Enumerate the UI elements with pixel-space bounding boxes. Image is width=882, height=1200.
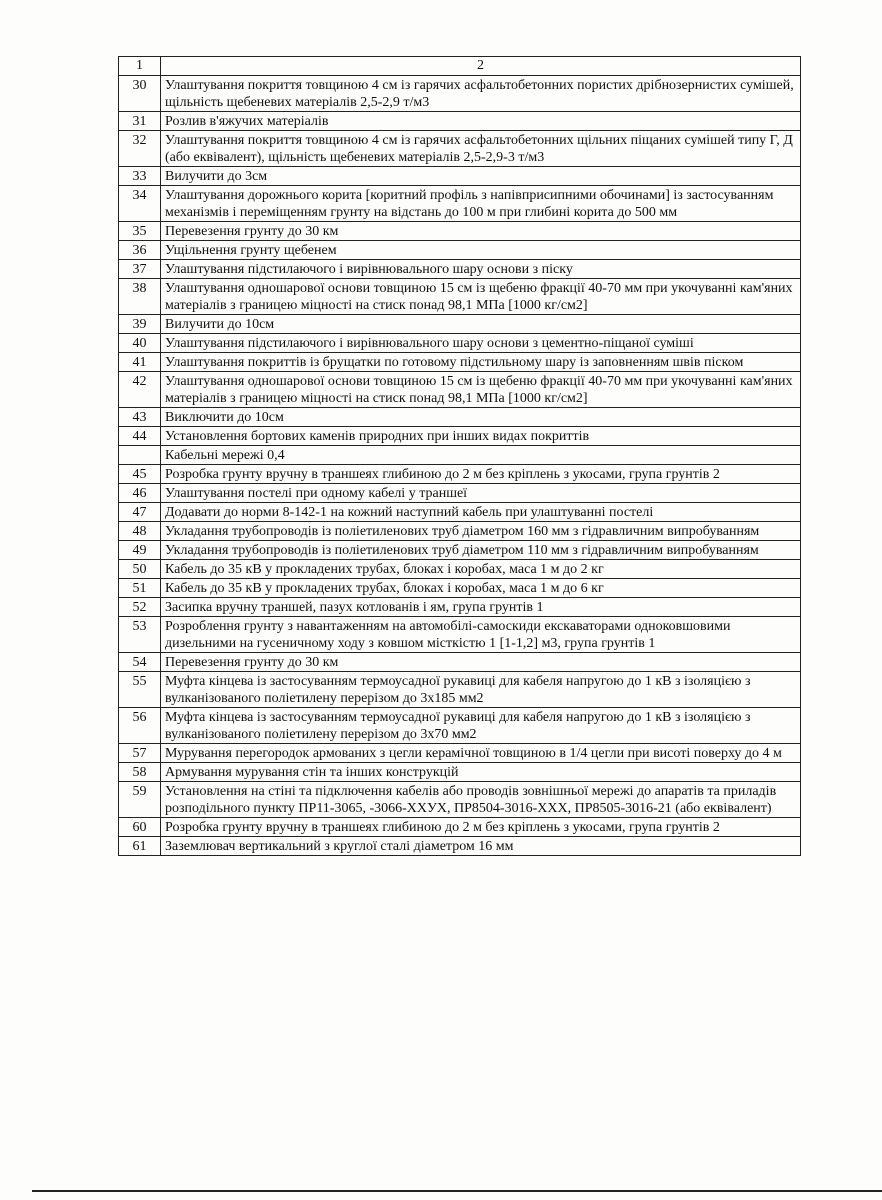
row-number: 32 xyxy=(119,131,161,167)
table-row xyxy=(119,76,801,112)
row-number: 41 xyxy=(119,353,161,372)
row-description: Улаштування підстилаючого і вирівнювального шару основи з піску xyxy=(161,260,801,279)
row-number: 37 xyxy=(119,260,161,279)
row-description: Улаштування покриття товщиною 4 см із гарячих асфальтобетонних щільних піщаних сумішей типу Г, Д (або еквівалент), щільність щебеневих матеріалів 2,5-2,9-3 т/м3 xyxy=(161,131,801,167)
table-row xyxy=(119,186,801,222)
table-row xyxy=(119,408,801,427)
row-description: Установлення бортових каменів природних при інших видах покриттів xyxy=(161,427,801,446)
row-description: Армування мурування стін та інших конструкцій xyxy=(161,763,801,782)
table-row xyxy=(119,560,801,579)
row-description: Додавати до норми 8-142-1 на кожний наступний кабель при улаштуванні постелі xyxy=(161,503,801,522)
table-row xyxy=(119,465,801,484)
table-row xyxy=(119,763,801,782)
row-number: 44 xyxy=(119,427,161,446)
row-number: 48 xyxy=(119,522,161,541)
row-description: Розроблення грунту з навантаженням на автомобілі-самоскиди екскаваторами одноковшовими дизельними на гусеничному ходу з ковшом місткістю 1 [1-1,2] м3, група грунтів 1 xyxy=(161,617,801,653)
table-row xyxy=(119,782,801,818)
table-row xyxy=(119,837,801,856)
row-number: 59 xyxy=(119,782,161,818)
table-row xyxy=(119,653,801,672)
table-row xyxy=(119,334,801,353)
row-number: 36 xyxy=(119,241,161,260)
table-row xyxy=(119,222,801,241)
table-row xyxy=(119,744,801,763)
table-row xyxy=(119,818,801,837)
work-items-table xyxy=(118,56,801,856)
table-row xyxy=(119,372,801,408)
row-description: Улаштування покриттів із брущатки по готовому підстильному шару із заповненням швів піском xyxy=(161,353,801,372)
row-number: 52 xyxy=(119,598,161,617)
row-description: Виключити до 10см xyxy=(161,408,801,427)
row-description: Кабель до 35 кВ у прокладених трубах, блоках і коробах, маса 1 м до 2 кг xyxy=(161,560,801,579)
row-description: Муфта кінцева із застосуванням термоусадної рукавиці для кабеля напругою до 1 кВ з ізоляцією з вулканізованого поліетилену перерізом до 3х185 мм2 xyxy=(161,672,801,708)
row-description: Ущільнення грунту щебенем xyxy=(161,241,801,260)
row-description: Установлення на стіні та підключення кабелів або проводів зовнішньої мережі до апаратів та приладів розподільного пункту ПР11-3065, -3066-ХХУХ, ПР8504-3016-ХХХ, ПР8505-3016-21 (або еквівалент) xyxy=(161,782,801,818)
row-number: 53 xyxy=(119,617,161,653)
table-row xyxy=(119,446,801,465)
row-description: Улаштування постелі при одному кабелі у траншеї xyxy=(161,484,801,503)
table-row xyxy=(119,427,801,446)
row-description: Улаштування одношарової основи товщиною 15 см із щебеню фракції 40-70 мм при укочуванні кам'яних матеріалів з границею міцності на стиск понад 98,1 МПа [1000 кг/см2] xyxy=(161,279,801,315)
row-description: Розробка грунту вручну в траншеях глибиною до 2 м без кріплень з укосами, група грунтів 2 xyxy=(161,465,801,484)
row-number: 54 xyxy=(119,653,161,672)
row-description: Заземлювач вертикальний з круглої сталі діаметром 16 мм xyxy=(161,837,801,856)
row-description: Перевезення грунту до 30 км xyxy=(161,222,801,241)
table-row xyxy=(119,503,801,522)
table-row xyxy=(119,167,801,186)
row-number: 42 xyxy=(119,372,161,408)
row-number: 31 xyxy=(119,112,161,131)
row-number: 55 xyxy=(119,672,161,708)
row-number: 47 xyxy=(119,503,161,522)
row-number: 50 xyxy=(119,560,161,579)
row-number: 35 xyxy=(119,222,161,241)
table-row xyxy=(119,672,801,708)
table-row xyxy=(119,112,801,131)
row-number: 46 xyxy=(119,484,161,503)
row-description: Кабельні мережі 0,4 xyxy=(161,446,801,465)
row-description: Перевезення грунту до 30 км xyxy=(161,653,801,672)
row-description: Улаштування дорожнього корита [коритний профіль з напівприсипними обочинами] із застосуванням механізмів і переміщенням грунту на відстань до 100 м при глибині корита до 500 мм xyxy=(161,186,801,222)
table-row xyxy=(119,279,801,315)
table-row xyxy=(119,598,801,617)
row-number: 38 xyxy=(119,279,161,315)
row-number: 61 xyxy=(119,837,161,856)
page-bottom-rule xyxy=(32,1190,882,1192)
row-description: Укладання трубопроводів із поліетиленових труб діаметром 160 мм з гідравличним випробуванням xyxy=(161,522,801,541)
table-row xyxy=(119,617,801,653)
table-row xyxy=(119,260,801,279)
row-description: Засипка вручну траншей, пазух котлованів і ям, група грунтів 1 xyxy=(161,598,801,617)
table-row xyxy=(119,522,801,541)
table-row xyxy=(119,241,801,260)
row-number: 33 xyxy=(119,167,161,186)
row-description: Вилучити до 3см xyxy=(161,167,801,186)
row-description: Кабель до 35 кВ у прокладених трубах, блоках і коробах, маса 1 м до 6 кг xyxy=(161,579,801,598)
row-description: Розлив в'яжучих матеріалів xyxy=(161,112,801,131)
row-description: Улаштування покриття товщиною 4 см із гарячих асфальтобетонних пористих дрібнозернистих сумішей, щільність щебеневих матеріалів 2,5-2,9 т/м3 xyxy=(161,76,801,112)
table-header-row xyxy=(119,57,801,76)
row-number: 58 xyxy=(119,763,161,782)
row-number: 30 xyxy=(119,76,161,112)
row-number: 60 xyxy=(119,818,161,837)
row-number: 34 xyxy=(119,186,161,222)
table-row xyxy=(119,131,801,167)
row-number: 57 xyxy=(119,744,161,763)
row-number xyxy=(119,446,161,465)
row-number: 39 xyxy=(119,315,161,334)
table-row xyxy=(119,541,801,560)
row-description: Укладання трубопроводів із поліетиленових труб діаметром 110 мм з гідравличним випробуванням xyxy=(161,541,801,560)
table-row xyxy=(119,708,801,744)
row-description: Розробка грунту вручну в траншеях глибиною до 2 м без кріплень з укосами, група грунтів 2 xyxy=(161,818,801,837)
row-number: 43 xyxy=(119,408,161,427)
table-row xyxy=(119,315,801,334)
row-description: Муфта кінцева із застосуванням термоусадної рукавиці для кабеля напругою до 1 кВ з ізоляцією з вулканізованого поліетилену перерізом до 3х70 мм2 xyxy=(161,708,801,744)
row-description: Улаштування одношарової основи товщиною 15 см із щебеню фракції 40-70 мм при укочуванні кам'яних матеріалів з границею міцності на стиск понад 98,1 МПа [1000 кг/см2] xyxy=(161,372,801,408)
column-number-header: 1 xyxy=(119,57,161,76)
row-description: Улаштування підстилаючого і вирівнювального шару основи з цементно-піщаної суміші xyxy=(161,334,801,353)
row-description: Вилучити до 10см xyxy=(161,315,801,334)
column-description-header: 2 xyxy=(161,57,801,76)
row-number: 49 xyxy=(119,541,161,560)
row-number: 45 xyxy=(119,465,161,484)
row-description: Мурування перегородок армованих з цегли керамічної товщиною в 1/4 цегли при висоті поверху до 4 м xyxy=(161,744,801,763)
row-number: 40 xyxy=(119,334,161,353)
table-row xyxy=(119,484,801,503)
table-row xyxy=(119,353,801,372)
row-number: 56 xyxy=(119,708,161,744)
table-row xyxy=(119,579,801,598)
table-body xyxy=(119,57,801,856)
row-number: 51 xyxy=(119,579,161,598)
